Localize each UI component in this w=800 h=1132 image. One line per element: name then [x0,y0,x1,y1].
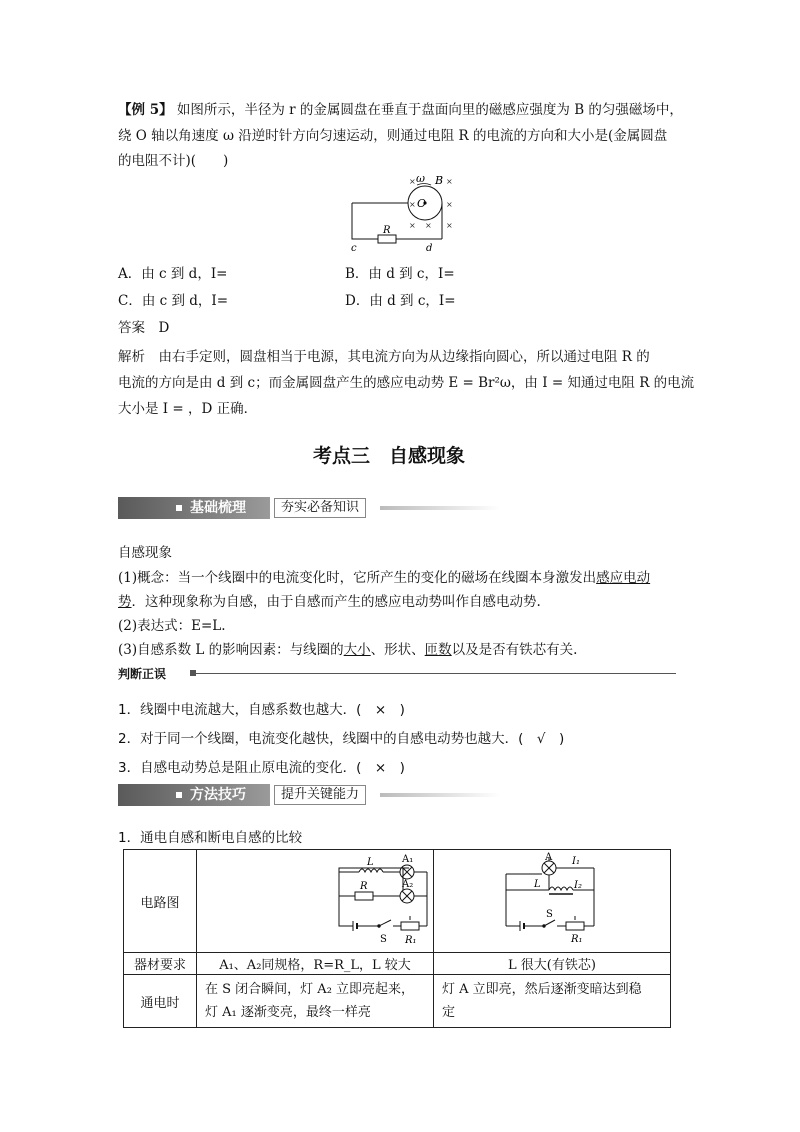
c1-label-S: S [380,934,387,945]
req-right: L 很大(有铁芯) [434,953,671,975]
banner-methods [118,784,436,806]
c2-label-L: L [534,879,541,890]
answer: 答案 D [118,320,170,336]
on-left: 在 S 闭合瞬间，灯 A₂ 立即亮起来， 灯 A₁ 逐渐变亮，最终一样亮 [197,975,434,1028]
example-line-1 [118,98,683,118]
concept-p1-cont: 势．这种现象称为自感，由于自感而产生的感应电动势叫作自感电动势. [118,594,541,610]
c2-label-I2: I₂ [574,880,582,891]
req-left: A₁、A₂同规格，R=R_L，L 较大 [197,953,434,975]
banner-methods-box: 提升关键能力 [274,785,366,805]
analysis-line-3: 大小是 I = ，D 正确． [118,401,258,417]
label-c: c [351,243,357,254]
c1-label-R: R [360,881,368,892]
judge-heading: 判断正误 [118,667,167,681]
label-O: O [417,197,427,210]
row-label-requirements: 器材要求 [124,953,197,975]
c2-label-S: S [546,909,553,920]
c1-label-A1: A₁ [402,854,414,865]
svg-text:×: × [446,221,453,230]
label-B: B [435,174,444,187]
label-d: d [426,243,433,254]
concept-p3: (3)自感系数 L 的影响因素：与线圈的大小、形状、匝数以及是否有铁芯有关. [118,642,578,658]
label-omega: ω [416,172,425,185]
judge-item-2: 2．对于同一个线圈，电流变化越快，线圈中的自感电动势也越大．( √ ) [118,731,565,747]
example-text-1: 如图所示，半径为 r 的金属圆盘在垂直于盘面向里的磁感应强度为 B 的匀强磁场中， [176,102,683,118]
circuit-left [197,850,433,948]
row-label-circuit: 电路图 [124,850,197,953]
c1-label-R1: R₁ [405,935,417,946]
disc-circuit-figure [345,172,465,254]
comparison-table [123,849,671,1028]
label-R: R [383,225,391,236]
concept-heading: 自感现象 [118,545,172,561]
option-b: B．由 d 到 c，I= [345,266,455,282]
row-label-on: 通电时 [124,975,197,1028]
banner-basics [118,497,436,519]
section-title: 考点三 自感现象 [313,445,466,467]
svg-text:×: × [409,221,416,230]
option-c: C．由 c 到 d，I= [118,293,229,309]
example-tag: 【例 5】 [118,102,173,118]
circuit-right-cell [434,850,671,953]
svg-text:×: × [446,200,453,209]
banner-basics-label: 基础梳理 [118,497,270,519]
svg-text:×: × [409,177,416,186]
example-line-3: 的电阻不计)( ) [118,153,229,169]
banner-methods-label: 方法技巧 [118,784,270,806]
judge-divider [192,673,676,674]
concept-p1: (1)概念：当一个线圈中的电流变化时，它所产生的变化的磁场在线圈本身激发出感应电动 [118,570,651,586]
c1-label-L: L [367,857,374,868]
concept-p2: (2)表达式：E=L. [118,618,226,634]
svg-text:×: × [425,221,432,230]
resistor-R [378,235,396,243]
compare-heading: 1．通电自感和断电自感的比较 [118,830,303,846]
c2-label-R1: R₁ [571,934,583,945]
judge-item-1: 1．线圈中电流越大，自感系数也越大．( × ) [118,702,405,718]
c2-label-I1: I₁ [572,856,580,867]
example-line-2: 绕 O 轴以角速度 ω 沿逆时针方向匀速运动，则通过电阻 R 的电流的方向和大小是(金属圆盘 [118,128,668,144]
svg-text:×: × [409,200,416,209]
banner-basics-box: 夯实必备知识 [274,498,366,518]
option-d: D．由 d 到 c，I= [345,293,456,309]
circuit-left-cell [197,850,434,953]
analysis-line-1: 解析 由右手定则，圆盘相当于电源，其电流方向为从边缘指向圆心，所以通过电阻 R 的 [118,349,650,365]
c2-label-A: A [545,852,553,863]
svg-text:×: × [446,177,453,186]
analysis-line-2: 电流的方向是由 d 到 c；而金属圆盘产生的感应电动势 E = Br²ω，由 I = 知通过电阻 R 的电流 [118,375,695,391]
on-right: 灯 A 立即亮，然后逐渐变暗达到稳 定 [434,975,671,1028]
option-a: A．由 c 到 d，I= [118,266,228,282]
circuit-right [434,850,670,948]
c1-label-A2: A₂ [402,879,414,890]
judge-item-3: 3．自感电动势总是阻止原电流的变化．( × ) [118,760,405,776]
judge-divider-mark [190,670,196,676]
